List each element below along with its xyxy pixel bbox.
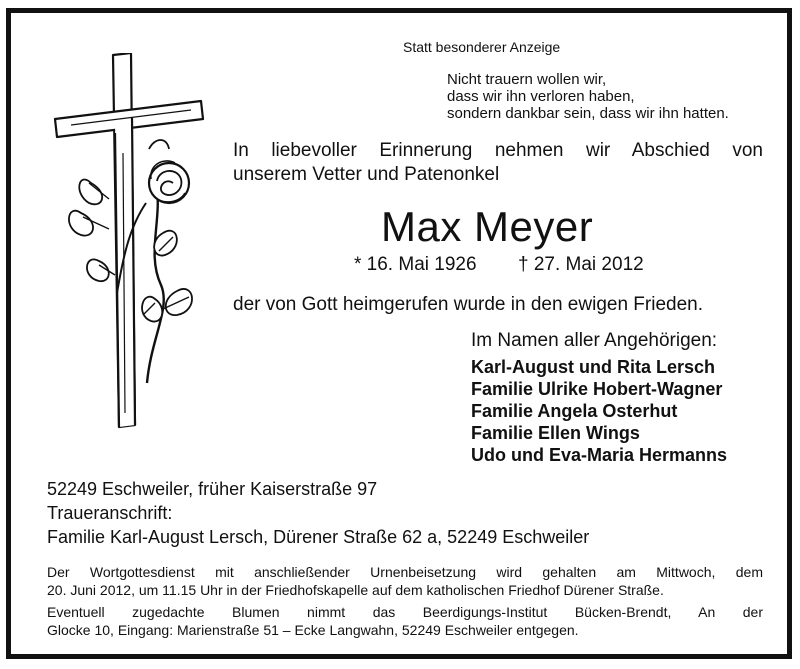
mourners-list <box>471 356 727 466</box>
flowers-line-1: Eventuell zugedachte Blumen nimmt das Beerdigungs-Institut Bücken-Brendt, An der <box>47 604 763 620</box>
service-line-1: Der Wortgottesdienst mit anschließender Urnenbeisetzung wird gehalten am Mittwoch, dem <box>47 564 763 580</box>
deceased-name: Max Meyer <box>381 203 594 250</box>
verse-line: Nicht trauern wollen wir, <box>447 71 607 88</box>
cross-with-rose-icon <box>51 53 211 433</box>
service-paragraph <box>47 563 763 599</box>
intro-line-1: In liebevoller Erinnerung nehmen wir Abschied von <box>233 140 763 161</box>
service-line-2: 20. Juni 2012, um 11.15 Uhr in der Friedhofskapelle auf dem katholischen Friedhof Dürener Straße. <box>47 582 664 598</box>
mourners-label: Im Namen aller Angehörigen: <box>471 330 718 351</box>
death-date: † 27. Mai 2012 <box>518 254 644 275</box>
birth-date: * 16. Mai 1926 <box>354 254 477 275</box>
flowers-paragraph <box>47 603 763 639</box>
address-line: 52249 Eschweiler, früher Kaiserstraße 97 <box>47 479 378 499</box>
flowers-line-2: Glocke 10, Eingang: Marienstraße 51 – Ecke Langwahn, 52249 Eschweiler entgegen. <box>47 622 579 638</box>
verse <box>447 71 729 122</box>
intro-line-2: unserem Vetter und Patenonkel <box>233 164 500 185</box>
mourner-name: Familie Angela Osterhut <box>471 401 678 421</box>
mourning-address-label: Traueranschrift: <box>47 503 173 523</box>
peace-line: der von Gott heimgerufen wurde in den ewigen Frieden. <box>233 294 703 315</box>
header-note: Statt besonderer Anzeige <box>403 39 561 55</box>
mourner-name: Familie Ulrike Hobert-Wagner <box>471 379 723 399</box>
verse-line: dass wir ihn verloren haben, <box>447 88 635 105</box>
mourner-name: Karl-August und Rita Lersch <box>471 357 716 377</box>
intro-text <box>233 139 763 187</box>
mourning-address: Familie Karl-August Lersch, Dürener Straße 62 a, 52249 Eschweiler <box>47 527 590 547</box>
mourner-name: Udo und Eva-Maria Hermanns <box>471 445 728 465</box>
mourner-name: Familie Ellen Wings <box>471 423 640 443</box>
obituary-notice <box>6 8 792 659</box>
verse-line: sondern dankbar sein, dass wir ihn hatten. <box>447 105 729 122</box>
